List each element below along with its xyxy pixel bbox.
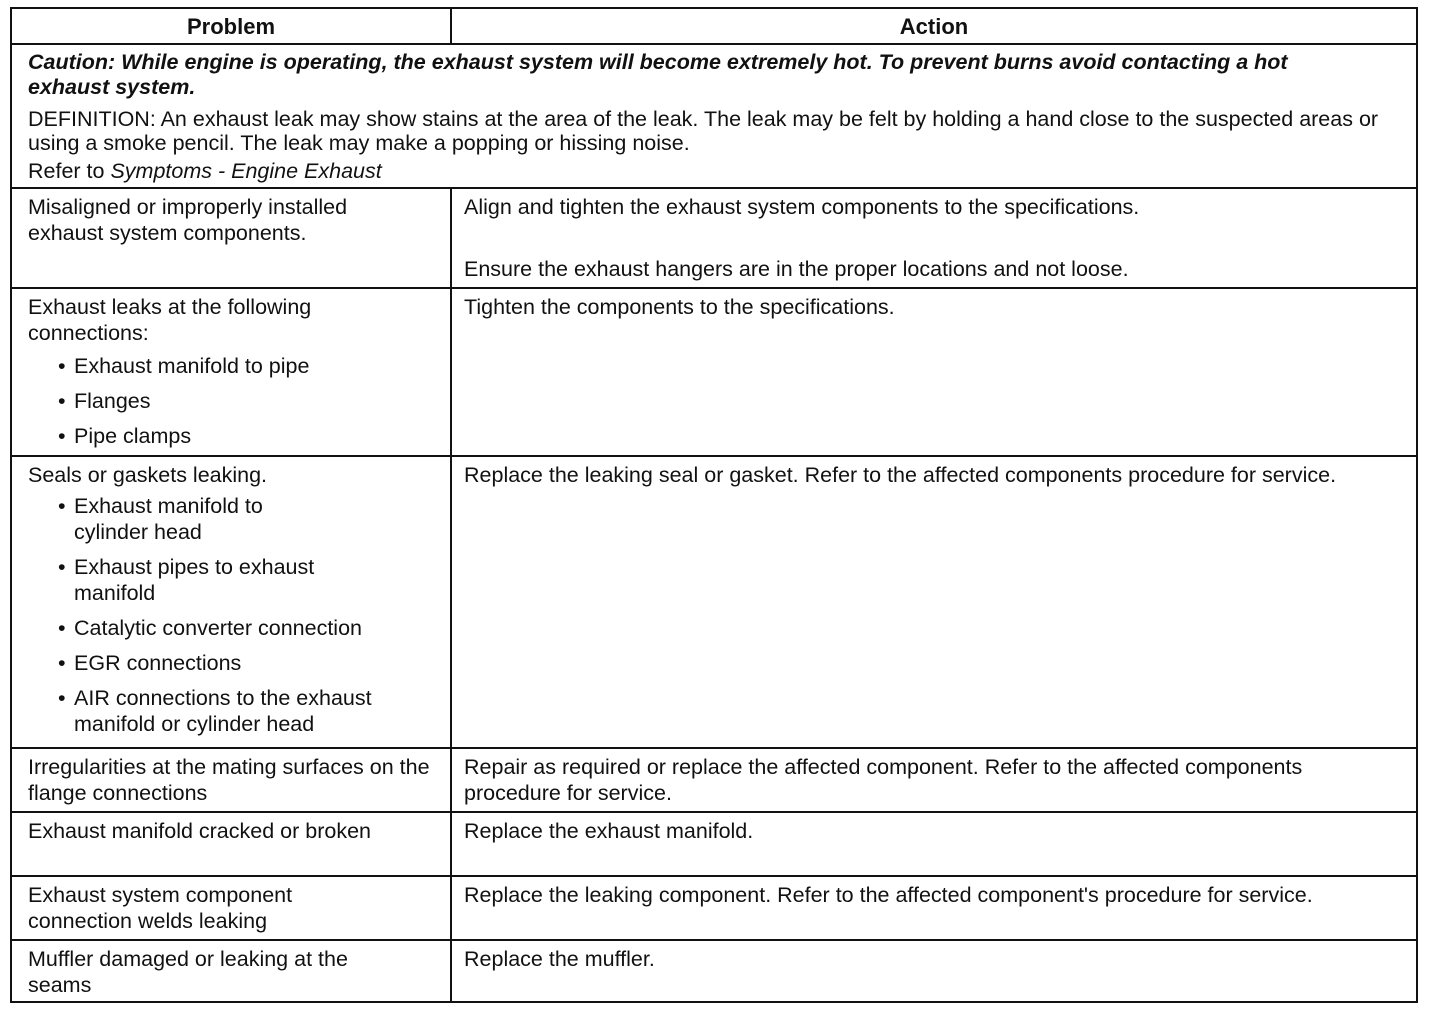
bullet-list — [28, 493, 434, 737]
notes-row — [12, 45, 1416, 189]
definition-text: DEFINITION: An exhaust leak may show stains at the area of the leak. The leak may be felt by holding a hand close to the suspected areas or using a smoke pencil. The leak may make a popping or hissing noise. — [28, 107, 1379, 155]
problem-cell: Muffler damaged or leaking at the seams — [12, 941, 452, 1001]
refer-text — [28, 159, 1406, 184]
caution-text: Caution: While engine is operating, the exhaust system will become extremely hot. To prevent burns avoid contacting a hot exhaust system. — [28, 50, 1288, 99]
action-cell: Replace the leaking component. Refer to the affected component's procedure for service. — [464, 883, 1313, 907]
problem-cell — [12, 457, 452, 747]
list-item: • AIR connections to the exhaust manifold or cylinder head — [28, 685, 434, 737]
table-row — [12, 189, 1416, 289]
action-cell: Replace the muffler. — [464, 947, 655, 971]
list-item: • EGR connections — [28, 650, 434, 676]
action-cell: Replace the exhaust manifold. — [464, 819, 754, 843]
table-row — [12, 457, 1416, 749]
refer-prefix: Refer to — [28, 159, 111, 183]
diagnostic-table — [10, 7, 1418, 1003]
problem-column-header: Problem — [12, 9, 452, 43]
table-row — [12, 941, 1416, 1001]
bullet-list — [28, 353, 380, 449]
problem-text: Exhaust leaks at the following connections: — [28, 295, 312, 345]
action-cell: Repair as required or replace the affected component. Refer to the affected components procedure for service. — [464, 755, 1303, 805]
action-cell: Replace the leaking seal or gasket. Refer to the affected components procedure for service. — [464, 463, 1337, 487]
problem-cell: Irregularities at the mating surfaces on the flange connections — [12, 749, 452, 811]
table-row — [12, 877, 1416, 941]
problem-cell — [12, 289, 452, 455]
problem-cell: Misaligned or improperly installed exhaust system components. — [12, 189, 452, 287]
list-item: • Flanges — [28, 388, 380, 414]
list-item: • Catalytic converter connection — [28, 615, 434, 641]
list-item: • Exhaust manifold to cylinder head — [28, 493, 434, 545]
table-header-row — [12, 9, 1416, 45]
table-row — [12, 749, 1416, 813]
list-item: • Exhaust pipes to exhaust manifold — [28, 554, 434, 606]
notes-cell — [12, 45, 1416, 187]
list-item: • Exhaust manifold to pipe — [28, 353, 380, 379]
action-cell — [452, 189, 1416, 287]
action-text: Align and tighten the exhaust system components to the specifications. — [464, 195, 1140, 219]
list-item: • Pipe clamps — [28, 423, 380, 449]
symptoms-link[interactable]: Symptoms - Engine Exhaust — [110, 159, 382, 183]
table-row — [12, 813, 1416, 877]
problem-text: Seals or gaskets leaking. — [28, 463, 268, 487]
action-cell: Tighten the components to the specifications. — [464, 295, 895, 319]
action-text: Ensure the exhaust hangers are in the proper locations and not loose. — [464, 257, 1129, 281]
problem-cell: Exhaust system component connection welds leaking — [12, 877, 452, 939]
problem-cell: Exhaust manifold cracked or broken — [12, 813, 452, 875]
action-column-header: Action — [899, 14, 969, 39]
table-row — [12, 289, 1416, 457]
